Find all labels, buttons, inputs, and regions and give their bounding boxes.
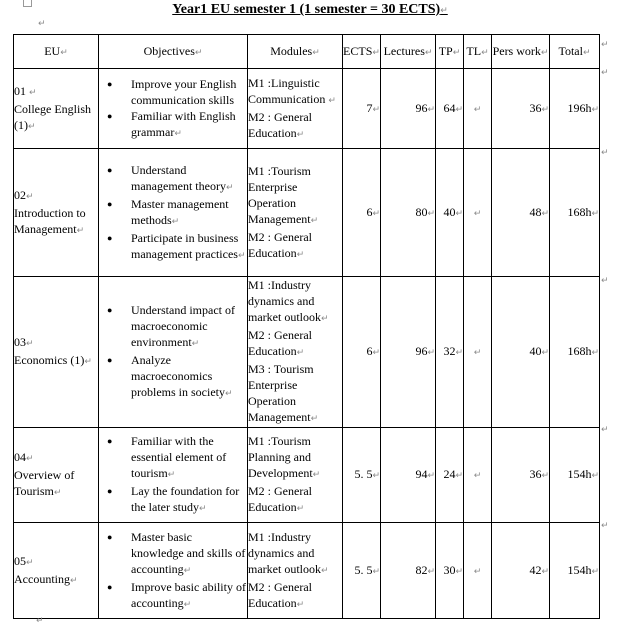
pers-cell: 40↵ [492, 277, 550, 428]
header-eu: EU↵ [14, 35, 99, 69]
header-tp: TP↵ [436, 35, 464, 69]
objective-item: ● Improve basic ability of accounting↵ [107, 579, 247, 613]
total-cell: 196h↵ [550, 69, 600, 149]
objective-item: ● Analyze macroeconomics problems in society↵ [107, 352, 247, 402]
lecture-cell: 80↵ [381, 149, 436, 277]
eu-cell: 04↵ Overview of Tourism↵ [14, 428, 99, 523]
objective-item: ● Master basic knowledge and skills of accounting↵ [107, 529, 247, 579]
ects-cell: 6↵ [343, 149, 381, 277]
ects-cell: 7↵ [343, 69, 381, 149]
modules-cell: M1 :Tourism Enterprise Operation Management↵ M2 : General Education↵ [248, 149, 343, 277]
modules-cell: M1 :Linguistic Communication ↵ M2 : General Education↵ [248, 69, 343, 149]
title-text: Year1 EU semester 1 (1 semester = 30 ECTS) [172, 2, 441, 17]
objective-item: ● Familiar with the essential element of tourism↵ [107, 433, 247, 483]
eu-cell: 01 ↵ College English (1)↵ [14, 69, 99, 149]
lecture-cell: 96↵ [381, 69, 436, 149]
objective-item: ● Improve your English communication skills [107, 76, 247, 108]
objectives-cell [99, 523, 248, 619]
row-end-mark: ↵ [601, 68, 609, 78]
tp-cell: 24↵ [436, 428, 464, 523]
curriculum-table [13, 34, 600, 619]
table-row [14, 277, 600, 428]
total-cell: 168h↵ [550, 277, 600, 428]
row-end-mark: ↵ [601, 40, 609, 50]
header-ects: ECTS↵ [343, 35, 381, 69]
eu-cell: 05↵ Accounting↵ [14, 523, 99, 619]
ects-cell: 5. 5↵ [343, 428, 381, 523]
tl-cell: ↵ [464, 428, 492, 523]
tl-cell: ↵ [464, 149, 492, 277]
eu-cell: 03↵ Economics (1)↵ [14, 277, 99, 428]
paragraph-mark: ↵ [36, 616, 44, 626]
table-row [14, 149, 600, 277]
header-objectives: Objectives↵ [99, 35, 248, 69]
header-tl: TL↵ [464, 35, 492, 69]
total-cell: 154h↵ [550, 428, 600, 523]
pers-cell: 48↵ [492, 149, 550, 277]
modules-cell: M1 :Industry dynamics and market outlook↵ M2 : General Education↵ [248, 523, 343, 619]
modules-cell: M1 :Industry dynamics and market outlook↵ M2 : General Education↵ M3 : Tourism Enterprise Operation Management↵ [248, 277, 343, 428]
ects-cell: 6↵ [343, 277, 381, 428]
tp-cell: 30↵ [436, 523, 464, 619]
tp-cell: 64↵ [436, 69, 464, 149]
header-row [14, 35, 600, 69]
row-end-mark: ↵ [601, 521, 609, 531]
tl-cell: ↵ [464, 523, 492, 619]
objective-item: ● Familiar with English grammar↵ [107, 108, 247, 142]
pers-cell: 42↵ [492, 523, 550, 619]
row-end-mark: ↵ [601, 276, 609, 286]
tl-cell: ↵ [464, 69, 492, 149]
objective-item: ● Participate in business management practices↵ [107, 230, 247, 264]
table-row [14, 69, 600, 149]
total-cell: 154h↵ [550, 523, 600, 619]
objectives-cell [99, 149, 248, 277]
header-total: Total↵ [550, 35, 600, 69]
ects-cell: 5. 5↵ [343, 523, 381, 619]
lecture-cell: 82↵ [381, 523, 436, 619]
header-lecture: Lectures↵ [381, 35, 436, 69]
pers-cell: 36↵ [492, 428, 550, 523]
table-row [14, 523, 600, 619]
objective-item: ● Master management methods↵ [107, 196, 247, 230]
tl-cell: ↵ [464, 277, 492, 428]
objectives-cell [99, 69, 248, 149]
total-cell: 168h↵ [550, 149, 600, 277]
document-title [0, 2, 620, 18]
paragraph-mark: ↵ [38, 19, 46, 29]
objectives-cell [99, 428, 248, 523]
row-end-mark: ↵ [601, 148, 609, 158]
table-row [14, 428, 600, 523]
header-modules: Modules↵ [248, 35, 343, 69]
paragraph-mark: ↵ [440, 6, 448, 16]
eu-cell: 02↵ Introduction to Management↵ [14, 149, 99, 277]
objectives-cell [99, 277, 248, 428]
lecture-cell: 94↵ [381, 428, 436, 523]
header-pers: Pers work↵ [492, 35, 550, 69]
tp-cell: 40↵ [436, 149, 464, 277]
row-end-mark: ↵ [601, 425, 609, 435]
objective-item: ● Understand impact of macroeconomic environment↵ [107, 302, 247, 352]
modules-cell: M1 :Tourism Planning and Development↵ M2 : General Education↵ [248, 428, 343, 523]
tp-cell: 32↵ [436, 277, 464, 428]
objective-item: ● Understand management theory↵ [107, 162, 247, 196]
lecture-cell: 96↵ [381, 277, 436, 428]
pers-cell: 36↵ [492, 69, 550, 149]
objective-item: ● Lay the foundation for the later study↵ [107, 483, 247, 517]
